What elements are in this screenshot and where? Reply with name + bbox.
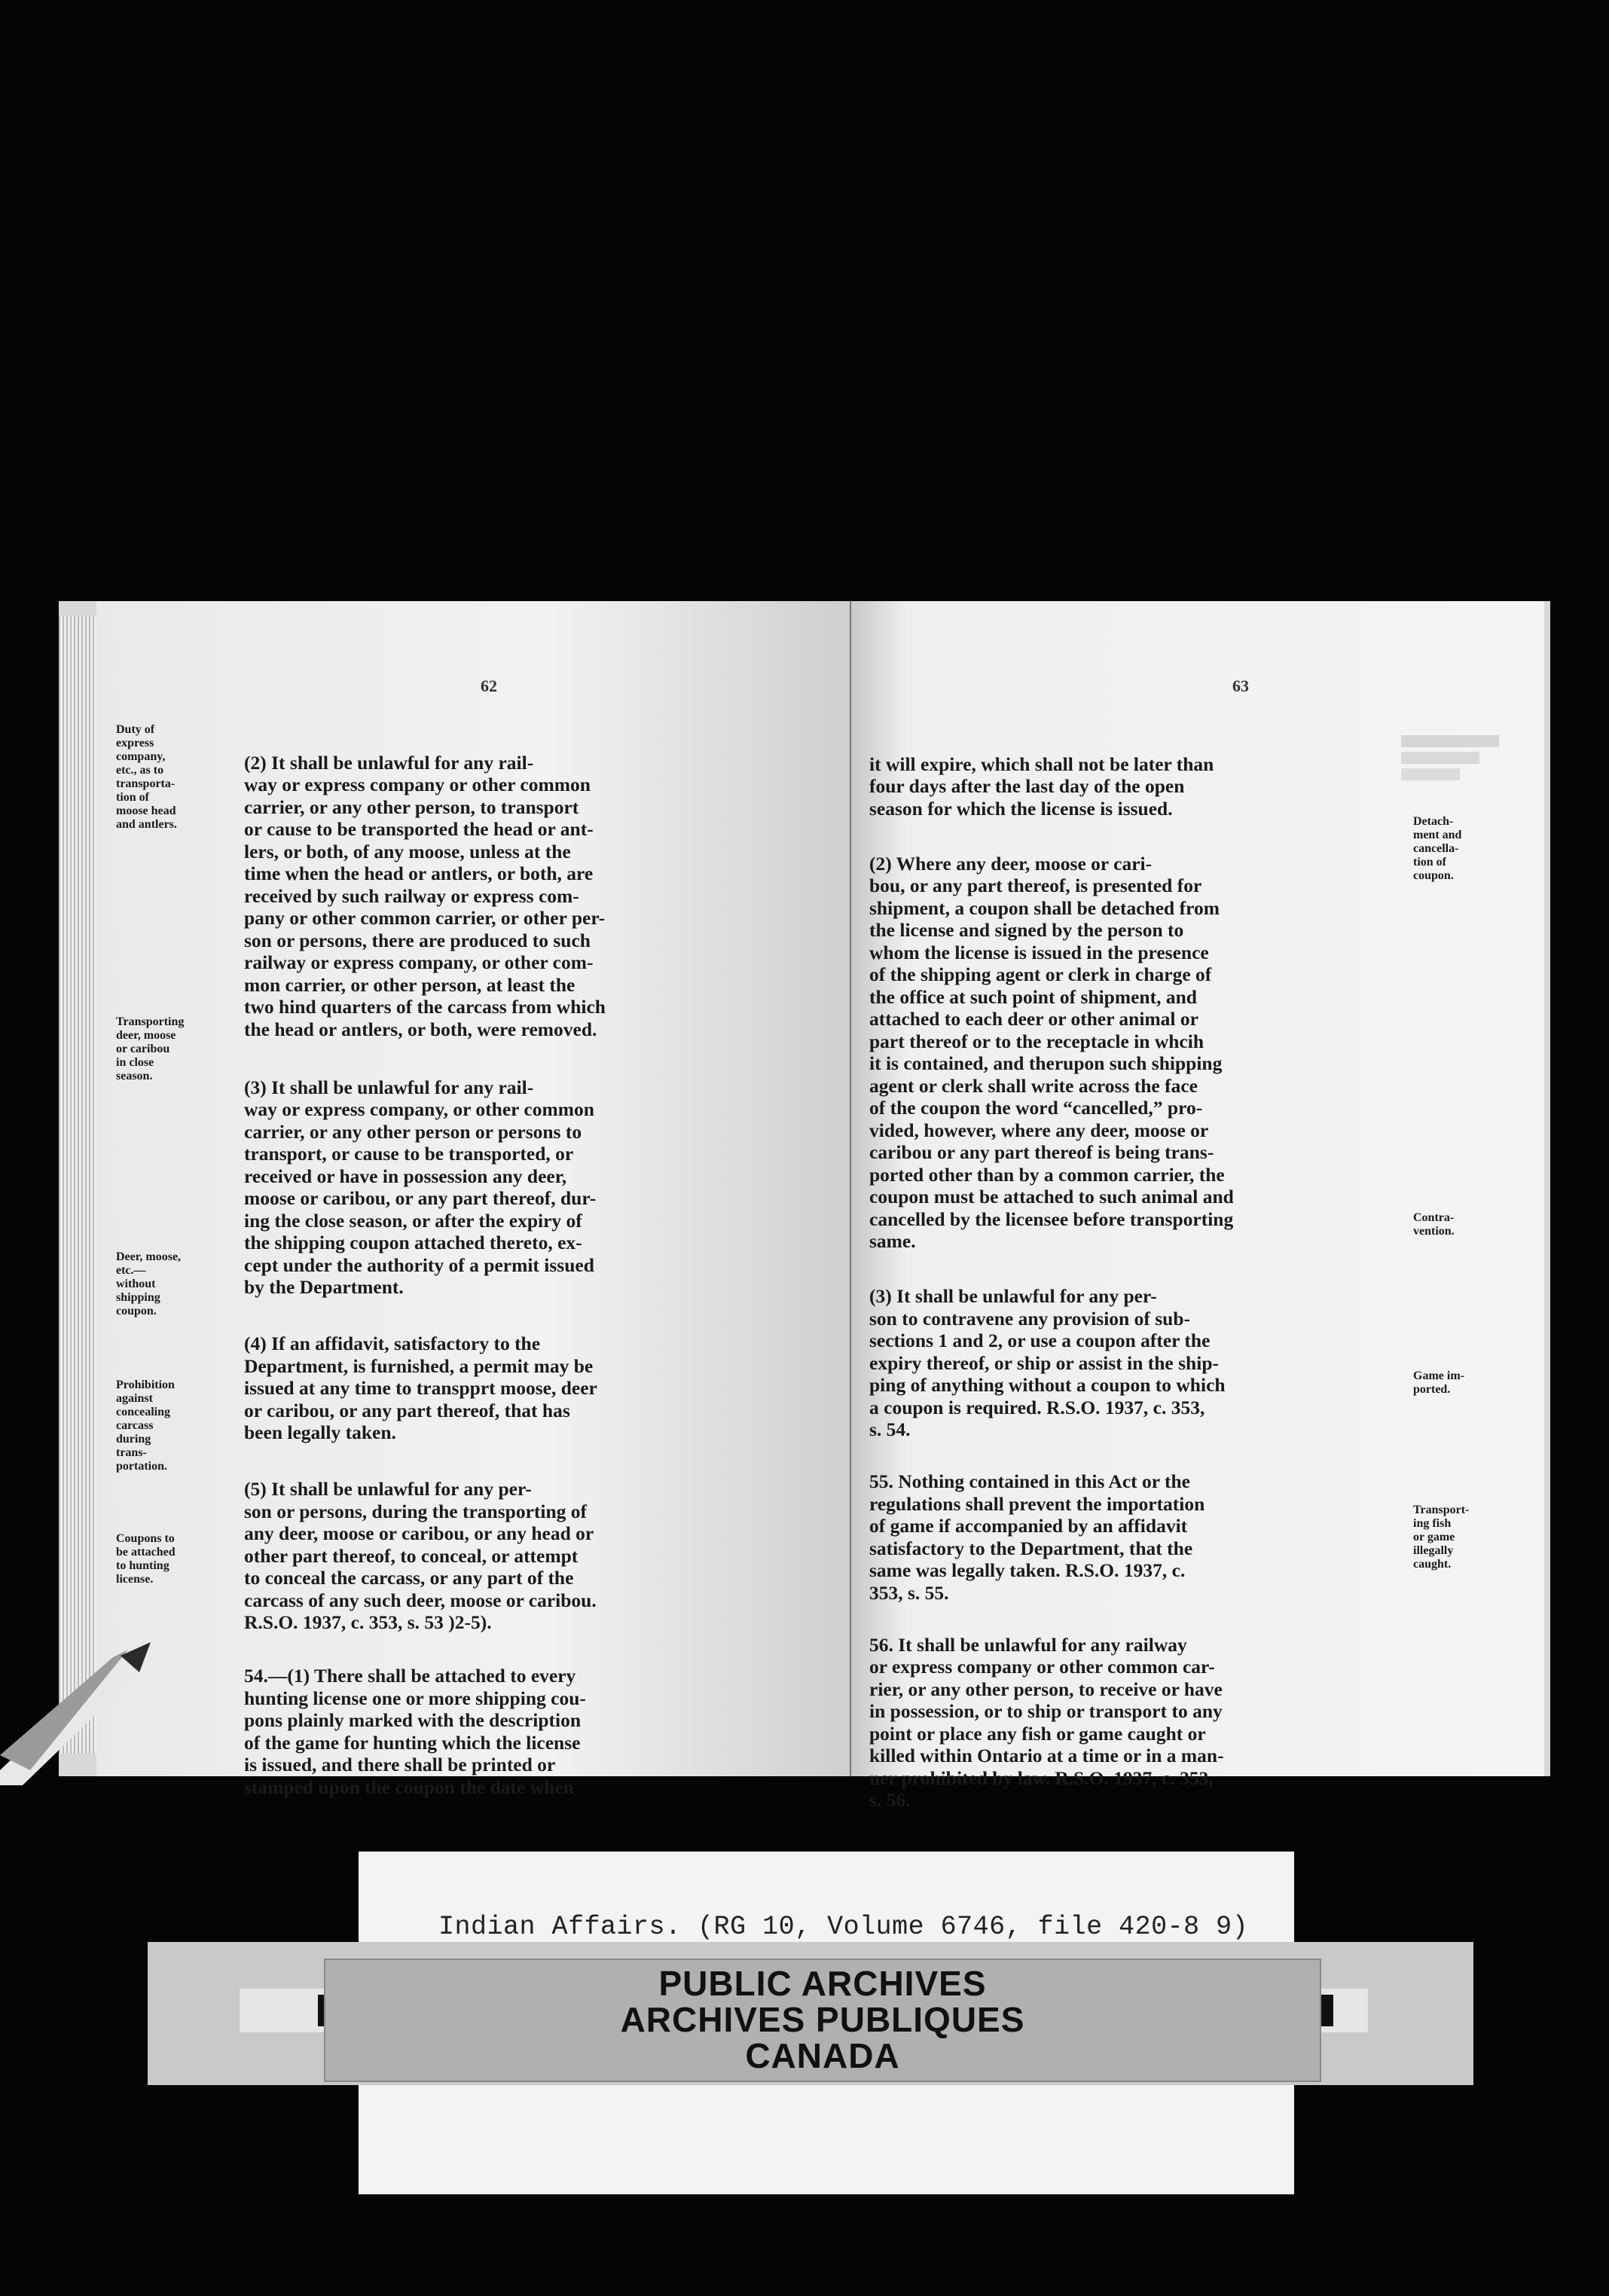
left-page-number: 62	[481, 676, 497, 695]
stamp-line-3: CANADA	[745, 2036, 900, 2075]
right-margin-note-2: Contra- vention.	[1413, 1211, 1455, 1238]
left-paragraph-5: 54.—(1) There shall be attached to every hunting license one or more shipping cou- pons plainly marked with the description of the game for hunting which the license is issued, and there shall be printed or stamped upon the coupon the date when	[244, 1665, 586, 1798]
left-margin-note-4: Prohibition against concealing carcass during trans- portation.	[116, 1379, 175, 1473]
right-margin-note-4: Transport- ing fish or game illegally caught.	[1413, 1504, 1470, 1571]
left-paragraph-1: (2) It shall be unlawful for any rail- way or express company or other common carrier, or any other person, to transport or cause to be transported the head or ant- lers, or both, of any moose, unless at the time when the head or antlers, or both, are received by such railway or express com- pany or other common carrier, or other per- son or persons, there are produced to such railway or express company, or other com- mon carrier, or other person, at least the two hind quarters of the carcass from which the head or antlers, or both, were removed.	[244, 751, 606, 1040]
right-page	[851, 601, 1544, 1811]
left-margin-note-3: Deer, moose, etc.— without shipping coupon.	[116, 1250, 182, 1317]
right-margin-note-3: Game im- ported.	[1413, 1369, 1464, 1396]
left-page	[96, 601, 851, 1798]
archive-card-bottom	[359, 2085, 1294, 2194]
left-page-body	[244, 729, 734, 1828]
left-margin-note-5: Coupons to be attached to hunting license.	[116, 1532, 176, 1586]
left-margin-note-2: Transporting deer, moose or caribou in close season.	[116, 1015, 185, 1082]
right-paragraph-5: 56. It shall be unlawful for any railway or express company or other common car- rier, or any other person, to receive or have in possession, or to ship or transport to any point or place any fish or game caught or killed within Ontario at a time or in a man- ner prohibited by law. R.S.O. 1937, c. 353, s. 56.	[869, 1633, 1224, 1811]
stamp-line-2: ARCHIVES PUBLIQUES	[620, 2000, 1025, 2039]
page-edges	[59, 616, 96, 1754]
left-paragraph-4: (5) It shall be unlawful for any per- son or persons, during the transporting of any deer, moose or caribou, or any head or other part thereof, to conceal, or attempt to conceal the carcass, or any part of the carcass of any such deer, moose or caribou. R.S.O. 1937, c. 353, s. 53 )2-5).	[244, 1478, 597, 1633]
right-margin-note-1: Detach- ment and cancella- tion of coupon.	[1413, 815, 1462, 882]
right-paragraph-1: it will expire, which shall not be later than four days after the last day of the open season for which the license is issued.	[869, 753, 1214, 820]
archives-stamp	[324, 1959, 1321, 2082]
open-book-photo	[59, 601, 1550, 1811]
right-paragraph-2: (2) Where any deer, moose or cari- bou, or any part thereof, is presented for shipment, a coupon shall be detached from the license and signed by the person to whom the license is issued in the presence of the shipping agent or clerk in charge of the office at such point of shipment, and attached to each deer or other animal or part thereof or to the receptacle in whcih it is contained, and therupon such shipping agent or clerk shall write across the face of the coupon the word “cancelled,” pro- vided, however, where any deer, moose or caribou or any part thereof is being trans- ported other than by a common carrier, the coupon must be attached to such animal and cancelled by the licensee before transporting same.	[869, 852, 1234, 1252]
left-paragraph-2: (3) It shall be unlawful for any rail- way or express company, or other common carrier, or any other person or persons to transport, or cause to be transported, or received or have in possession any deer, moose or caribou, or any part thereof, dur- ing the close season, or after the expiry of the shipping coupon attached thereto, ex- cept under the authority of a permit issued by the Department.	[244, 1076, 597, 1298]
right-page-number: 63	[1232, 676, 1249, 695]
stamp-line-1: PUBLIC ARCHIVES	[658, 1964, 987, 2003]
left-paragraph-3: (4) If an affidavit, satisfactory to the Department, is furnished, a permit may be issued at any time to transpprt moose, deer or caribou, or any part thereof, that has been legally taken.	[244, 1333, 597, 1443]
show-through-text	[1401, 735, 1499, 780]
archive-reference-label: Indian Affairs. (RG 10, Volume 6746, file 420-8 9)	[438, 1912, 1249, 1942]
pencil-tip	[0, 1642, 151, 1785]
right-page-body	[869, 731, 1338, 1841]
right-paragraph-3: (3) It shall be unlawful for any per- son to contravene any provision of sub- sections 1 and 2, or use a coupon after the expiry thereof, or ship or assist in the ship- ping of anything without a coupon to which a coupon is required. R.S.O. 1937, c. 353, s. 54.	[869, 1285, 1226, 1440]
left-margin-note-1: Duty of express company, etc., as to transporta- tion of moose head and antlers.	[116, 723, 177, 831]
right-paragraph-4: 55. Nothing contained in this Act or the regulations shall prevent the importation of game if accompanied by an affidavit satisfactory to the Department, that the same was legally taken. R.S.O. 1937, c. 353, s. 55.	[869, 1470, 1205, 1604]
